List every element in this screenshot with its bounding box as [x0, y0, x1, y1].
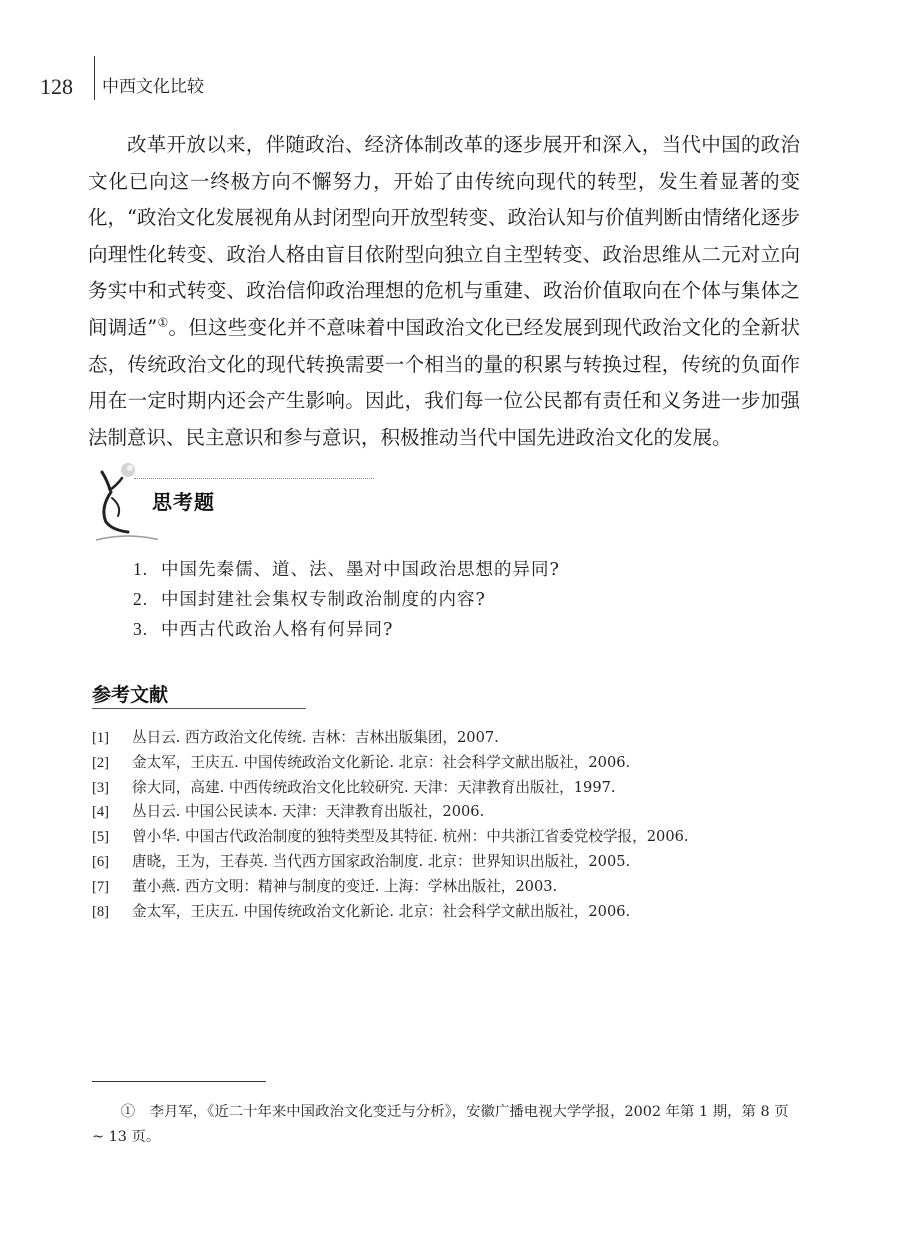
book-title: 中西文化比较	[102, 77, 204, 97]
question-text: 中西古代政治人格有何异同?	[161, 620, 394, 640]
header-divider	[94, 56, 95, 100]
reference-tag: [2]	[92, 754, 110, 771]
reference-item	[92, 875, 689, 900]
reference-tag: [1]	[92, 730, 110, 746]
reference-text: 丛日云. 中国公民读本. 天津：天津教育出版社，2006.	[132, 803, 485, 821]
reference-tag: [4]	[92, 804, 110, 821]
paragraph-text-part-2: 。但这些变化并不意味着中国政治文化已经发展到现代政治文化的全新状态，传统政治文化的现代转换需要一个相当的量的积累与转换过程，传统的负面作用在一定时期内还会产生影响。因此，我们每一位公民都有责任和义务进一步加强法制意识、民主意识和参与意识，积极推动当代中国先进政治文化的发展。	[88, 315, 800, 449]
references-rule	[92, 708, 306, 709]
reference-item	[92, 825, 689, 850]
reference-item	[92, 850, 689, 875]
question-item	[133, 555, 560, 585]
reference-text: 董小燕. 西方文明：精神与制度的变迁. 上海：学林出版社，2003.	[132, 877, 558, 895]
question-item	[133, 585, 560, 615]
reference-tag: [3]	[92, 779, 110, 796]
body-text	[88, 127, 800, 456]
reference-tag: [6]	[92, 853, 110, 870]
body-paragraph	[88, 127, 800, 456]
reference-text: 金太军，王庆五. 中国传统政治文化新论. 北京：社会科学文献出版社，2006.	[132, 902, 631, 920]
question-number: 1.	[133, 559, 149, 579]
dotted-divider	[134, 478, 374, 479]
reference-text: 丛日云. 西方政治文化传统. 吉林：吉林出版集团，2007.	[132, 729, 499, 746]
reference-text: 唐晓，王为，王春英. 当代西方国家政治制度. 北京：世界知识出版社，2005.	[132, 852, 631, 870]
paragraph-text-part-1: 改革开放以来，伴随政治、经济体制改革的逐步展开和深入，当代中国的政治文化已向这一终极方向不懈努力，开始了由传统向现代的转型，发生着显著的变化，“政治文化发展视角从封闭型向开放型转变、政治认知与价值判断由情绪化逐步向理性化转变、政治人格由盲目依附型向独立自主型转变、政治思维从二元对立向务实中和式转变、政治信仰政治理想的危机与重建、政治价值取向在个体与集体之间调适”	[88, 133, 800, 339]
reference-list	[92, 726, 689, 924]
reference-tag: [5]	[92, 829, 110, 846]
reference-item	[92, 776, 689, 801]
reference-text: 曾小华. 中国古代政治制度的独特类型及其特征. 杭州：中共浙江省委党校学报，2006.	[132, 828, 689, 846]
footnote-text: ① 李月军，《近二十年来中国政治文化变迁与分析》，安徽广播电视大学学报，2002 年第 1 期，第 8 页 ~ 13 页。	[92, 1104, 789, 1145]
question-list	[133, 555, 560, 645]
reference-item	[92, 751, 689, 776]
thinking-questions-heading	[88, 458, 408, 548]
reference-text: 金太军，王庆五. 中国传统政治文化新论. 北京：社会科学文献出版社，2006.	[132, 753, 631, 771]
reference-item	[92, 726, 689, 751]
thinking-title: 思考题	[152, 490, 215, 514]
question-text: 中国先秦儒、道、法、墨对中国政治思想的异同?	[161, 560, 560, 580]
reference-tag: [8]	[92, 903, 110, 920]
reference-item	[92, 800, 689, 825]
footnote-marker: ①	[157, 315, 169, 330]
question-item	[133, 615, 560, 645]
reference-text: 徐大同，高建. 中西传统政治文化比较研究. 天津：天津教育出版社，1997.	[132, 778, 616, 796]
footnote-rule	[92, 1081, 266, 1082]
reference-item	[92, 900, 689, 925]
reference-tag: [7]	[92, 878, 110, 895]
question-number: 2.	[133, 589, 149, 609]
question-number: 3.	[133, 619, 149, 639]
footnote	[92, 1100, 804, 1150]
page-number: 128	[40, 74, 73, 99]
figure-decoration-icon	[88, 458, 158, 548]
references-title: 参考文献	[92, 684, 169, 706]
question-text: 中国封建社会集权专制政治制度的内容?	[161, 590, 486, 610]
